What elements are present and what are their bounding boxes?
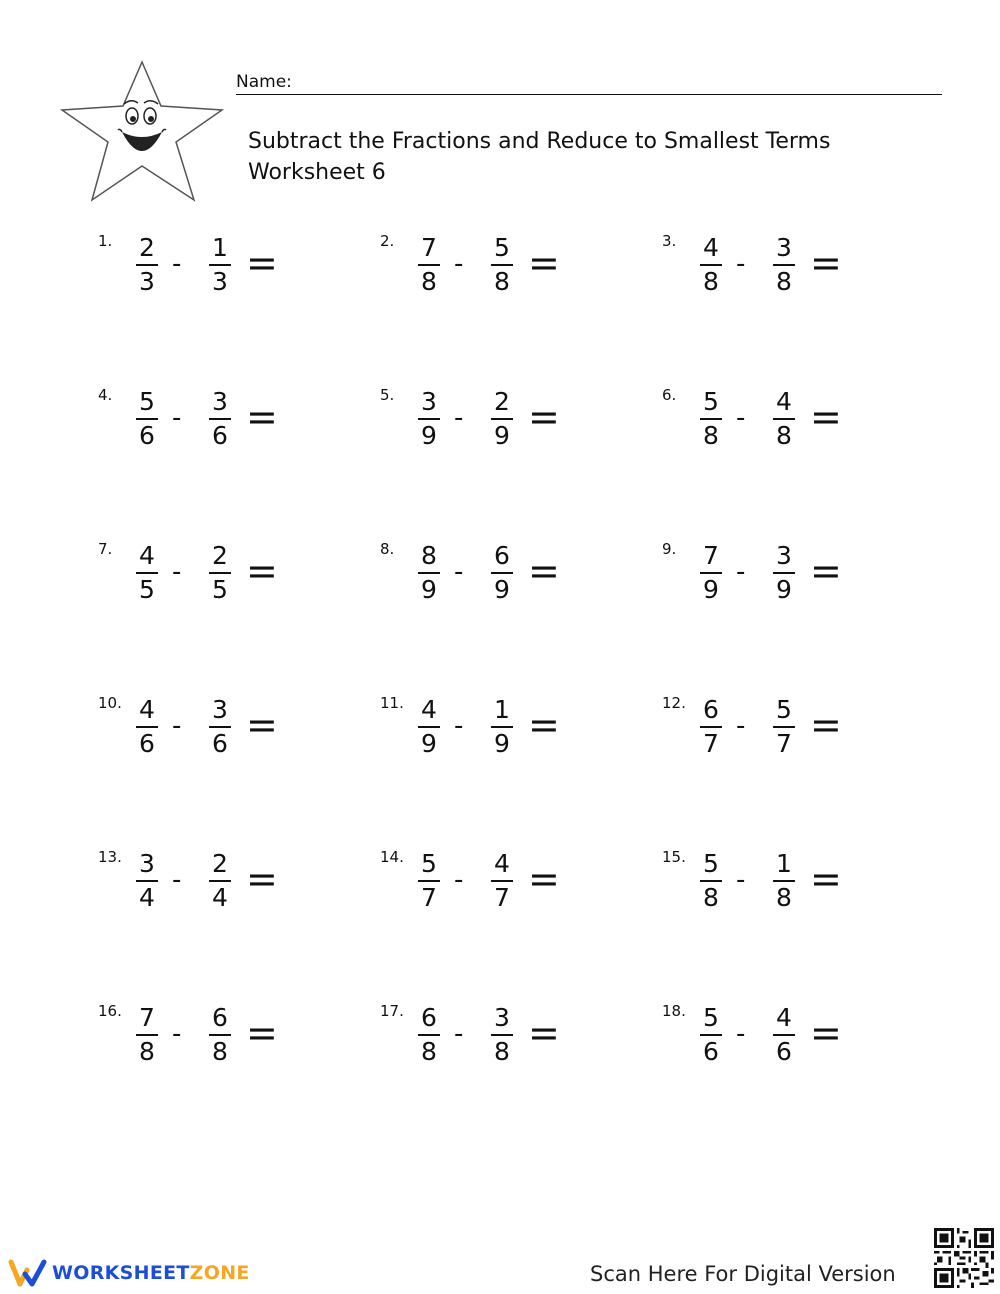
first-numerator: 5 <box>139 387 155 416</box>
first-denominator: 4 <box>139 883 155 912</box>
second-fraction <box>769 540 799 606</box>
second-fraction <box>205 1002 235 1068</box>
minus-sign: - <box>454 249 464 279</box>
second-denominator: 5 <box>212 575 228 604</box>
second-fraction <box>205 694 235 760</box>
problem-number: 16. <box>98 1002 122 1020</box>
minus-sign: - <box>454 711 464 741</box>
first-denominator: 8 <box>139 1037 155 1066</box>
equals-sign: = <box>246 857 278 901</box>
second-denominator: 9 <box>494 421 510 450</box>
first-fraction <box>696 694 726 760</box>
second-denominator: 8 <box>494 1037 510 1066</box>
second-fraction <box>487 540 517 606</box>
problem-number: 5. <box>380 386 395 404</box>
qr-code-icon[interactable] <box>934 1228 994 1288</box>
name-line[interactable] <box>236 72 942 95</box>
problem-7 <box>98 540 338 630</box>
problem-number: 9. <box>662 540 677 558</box>
first-numerator: 4 <box>139 541 155 570</box>
problem-number: 12. <box>662 694 686 712</box>
equals-sign: = <box>246 703 278 747</box>
logo-part-1: WORKSHEET <box>52 1262 190 1284</box>
problem-number: 4. <box>98 386 113 404</box>
first-fraction <box>696 386 726 452</box>
second-denominator: 8 <box>776 421 792 450</box>
minus-sign: - <box>454 403 464 433</box>
second-numerator: 3 <box>212 695 228 724</box>
title-line-1: Subtract the Fractions and Reduce to Smallest Terms <box>248 129 831 154</box>
problem-13 <box>98 848 338 938</box>
scan-text: Scan Here For Digital Version <box>590 1262 896 1286</box>
second-numerator: 2 <box>494 387 510 416</box>
second-fraction <box>769 386 799 452</box>
problem-1 <box>98 232 338 322</box>
minus-sign: - <box>172 711 182 741</box>
second-numerator: 2 <box>212 849 228 878</box>
equals-sign: = <box>810 241 842 285</box>
first-numerator: 7 <box>703 541 719 570</box>
problem-number: 2. <box>380 232 395 250</box>
second-fraction <box>487 848 517 914</box>
second-numerator: 4 <box>776 387 792 416</box>
title-line-2: Worksheet 6 <box>248 160 386 185</box>
equals-sign: = <box>810 857 842 901</box>
first-fraction <box>696 540 726 606</box>
second-denominator: 7 <box>776 729 792 758</box>
first-fraction <box>414 694 444 760</box>
name-label: Name: <box>236 72 292 92</box>
problem-number: 10. <box>98 694 122 712</box>
minus-sign: - <box>736 557 746 587</box>
first-numerator: 4 <box>703 233 719 262</box>
problem-number: 11. <box>380 694 404 712</box>
problem-4 <box>98 386 338 476</box>
first-numerator: 2 <box>139 233 155 262</box>
minus-sign: - <box>172 249 182 279</box>
first-denominator: 7 <box>421 883 437 912</box>
minus-sign: - <box>172 403 182 433</box>
equals-sign: = <box>528 857 560 901</box>
first-fraction <box>414 232 444 298</box>
problem-8 <box>380 540 620 630</box>
second-fraction <box>487 232 517 298</box>
second-numerator: 3 <box>212 387 228 416</box>
equals-sign: = <box>528 1011 560 1055</box>
problem-16 <box>98 1002 338 1092</box>
second-denominator: 4 <box>212 883 228 912</box>
second-numerator: 3 <box>776 233 792 262</box>
minus-sign: - <box>454 557 464 587</box>
first-fraction <box>696 232 726 298</box>
first-denominator: 9 <box>421 729 437 758</box>
second-denominator: 8 <box>776 267 792 296</box>
problem-number: 7. <box>98 540 113 558</box>
equals-sign: = <box>528 703 560 747</box>
problem-5 <box>380 386 620 476</box>
minus-sign: - <box>736 1019 746 1049</box>
first-fraction <box>414 848 444 914</box>
problem-number: 8. <box>380 540 395 558</box>
worksheet-zone-logo <box>52 1262 250 1284</box>
first-numerator: 3 <box>421 387 437 416</box>
first-fraction <box>132 232 162 298</box>
second-denominator: 8 <box>212 1037 228 1066</box>
second-fraction <box>487 694 517 760</box>
first-numerator: 5 <box>421 849 437 878</box>
problem-18 <box>662 1002 902 1092</box>
second-fraction <box>205 386 235 452</box>
second-fraction <box>769 1002 799 1068</box>
problem-number: 15. <box>662 848 686 866</box>
second-denominator: 9 <box>776 575 792 604</box>
first-fraction <box>132 694 162 760</box>
first-fraction <box>132 848 162 914</box>
problem-17 <box>380 1002 620 1092</box>
second-numerator: 1 <box>776 849 792 878</box>
problem-number: 3. <box>662 232 677 250</box>
problem-number: 1. <box>98 232 113 250</box>
first-fraction <box>414 540 444 606</box>
problem-number: 13. <box>98 848 122 866</box>
minus-sign: - <box>172 1019 182 1049</box>
first-denominator: 8 <box>703 421 719 450</box>
first-denominator: 9 <box>421 421 437 450</box>
first-denominator: 8 <box>703 883 719 912</box>
equals-sign: = <box>810 703 842 747</box>
second-denominator: 8 <box>494 267 510 296</box>
first-numerator: 4 <box>139 695 155 724</box>
second-numerator: 1 <box>212 233 228 262</box>
first-denominator: 6 <box>139 729 155 758</box>
equals-sign: = <box>810 549 842 593</box>
minus-sign: - <box>736 711 746 741</box>
second-denominator: 3 <box>212 267 228 296</box>
first-denominator: 8 <box>421 1037 437 1066</box>
second-numerator: 6 <box>212 1003 228 1032</box>
second-denominator: 7 <box>494 883 510 912</box>
equals-sign: = <box>528 549 560 593</box>
minus-sign: - <box>172 865 182 895</box>
equals-sign: = <box>528 395 560 439</box>
first-numerator: 5 <box>703 1003 719 1032</box>
first-fraction <box>696 848 726 914</box>
first-denominator: 6 <box>703 1037 719 1066</box>
second-numerator: 2 <box>212 541 228 570</box>
second-numerator: 5 <box>776 695 792 724</box>
first-denominator: 5 <box>139 575 155 604</box>
first-denominator: 8 <box>703 267 719 296</box>
equals-sign: = <box>246 241 278 285</box>
first-fraction <box>132 386 162 452</box>
minus-sign: - <box>172 557 182 587</box>
first-numerator: 5 <box>703 387 719 416</box>
first-numerator: 6 <box>421 1003 437 1032</box>
first-numerator: 7 <box>421 233 437 262</box>
second-fraction <box>205 232 235 298</box>
smiling-star-icon <box>58 58 226 204</box>
second-fraction <box>487 1002 517 1068</box>
second-numerator: 1 <box>494 695 510 724</box>
second-fraction <box>769 232 799 298</box>
problem-number: 18. <box>662 1002 686 1020</box>
first-denominator: 6 <box>139 421 155 450</box>
problem-14 <box>380 848 620 938</box>
second-numerator: 5 <box>494 233 510 262</box>
second-denominator: 6 <box>776 1037 792 1066</box>
second-numerator: 3 <box>494 1003 510 1032</box>
equals-sign: = <box>246 395 278 439</box>
minus-sign: - <box>454 1019 464 1049</box>
problem-11 <box>380 694 620 784</box>
worksheet-title <box>248 126 830 188</box>
first-fraction <box>132 1002 162 1068</box>
problem-2 <box>380 232 620 322</box>
problem-15 <box>662 848 902 938</box>
first-numerator: 5 <box>703 849 719 878</box>
first-numerator: 3 <box>139 849 155 878</box>
first-numerator: 6 <box>703 695 719 724</box>
first-numerator: 8 <box>421 541 437 570</box>
second-fraction <box>205 540 235 606</box>
minus-sign: - <box>736 865 746 895</box>
equals-sign: = <box>810 395 842 439</box>
problem-number: 6. <box>662 386 677 404</box>
problem-10 <box>98 694 338 784</box>
first-denominator: 3 <box>139 267 155 296</box>
equals-sign: = <box>810 1011 842 1055</box>
second-denominator: 8 <box>776 883 792 912</box>
equals-sign: = <box>528 241 560 285</box>
problem-3 <box>662 232 902 322</box>
problem-12 <box>662 694 902 784</box>
minus-sign: - <box>736 403 746 433</box>
second-fraction <box>769 694 799 760</box>
first-fraction <box>132 540 162 606</box>
first-denominator: 9 <box>421 575 437 604</box>
minus-sign: - <box>736 249 746 279</box>
problem-number: 14. <box>380 848 404 866</box>
first-fraction <box>696 1002 726 1068</box>
second-numerator: 6 <box>494 541 510 570</box>
logo-part-2: ZONE <box>189 1262 250 1284</box>
first-numerator: 7 <box>139 1003 155 1032</box>
worksheet-zone-w-icon <box>8 1258 48 1288</box>
second-numerator: 4 <box>494 849 510 878</box>
second-numerator: 4 <box>776 1003 792 1032</box>
first-fraction <box>414 1002 444 1068</box>
problem-6 <box>662 386 902 476</box>
first-denominator: 9 <box>703 575 719 604</box>
second-denominator: 9 <box>494 575 510 604</box>
equals-sign: = <box>246 1011 278 1055</box>
second-fraction <box>487 386 517 452</box>
first-denominator: 7 <box>703 729 719 758</box>
second-denominator: 6 <box>212 729 228 758</box>
problem-number: 17. <box>380 1002 404 1020</box>
minus-sign: - <box>454 865 464 895</box>
first-numerator: 4 <box>421 695 437 724</box>
second-denominator: 9 <box>494 729 510 758</box>
equals-sign: = <box>246 549 278 593</box>
second-fraction <box>769 848 799 914</box>
second-numerator: 3 <box>776 541 792 570</box>
first-denominator: 8 <box>421 267 437 296</box>
second-fraction <box>205 848 235 914</box>
second-denominator: 6 <box>212 421 228 450</box>
first-fraction <box>414 386 444 452</box>
problem-9 <box>662 540 902 630</box>
